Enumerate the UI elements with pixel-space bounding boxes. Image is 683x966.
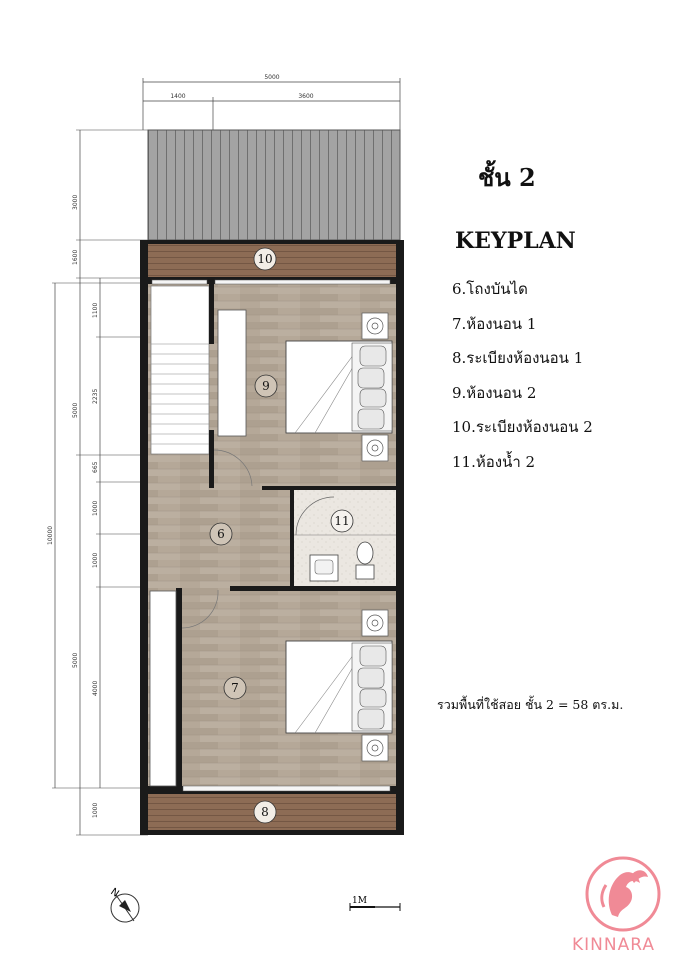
dim-left-1000-a: 1000	[92, 500, 99, 516]
svg-text:1M: 1M	[352, 896, 367, 906]
bathroom-11	[294, 490, 396, 586]
dim-left-4000: 4000	[92, 680, 99, 696]
legend-item: 10.ระเบียงห้องนอน 2	[452, 418, 593, 436]
dim-top-total: 5000	[264, 74, 280, 81]
kinnara-logo-icon	[584, 855, 662, 933]
floor-title: ชั้น 2	[478, 163, 536, 192]
dim-outer-5000-bottom: 5000	[72, 652, 79, 668]
dim-left-2235: 2235	[92, 388, 99, 404]
north-arrow-icon	[108, 886, 139, 922]
room-marker-9	[255, 375, 277, 397]
wardrobe-9	[218, 310, 246, 436]
dim-top-left: 1400	[170, 93, 186, 100]
scale-bar	[350, 896, 400, 911]
svg-text:8: 8	[261, 805, 269, 819]
svg-text:10: 10	[257, 252, 273, 266]
dim-left-1100: 1100	[92, 302, 99, 318]
room-marker-6	[210, 523, 232, 545]
dim-outer-10000: 10000	[47, 525, 54, 545]
dim-outer-5000-top: 5000	[72, 402, 79, 418]
room-legend	[452, 272, 593, 479]
staircase	[151, 286, 209, 454]
legend-item: 6.โถงบันได	[452, 280, 528, 298]
svg-text:11: 11	[334, 514, 350, 528]
legend-item: 11.ห้องน้ำ 2	[452, 452, 536, 471]
usable-area-note: รวมพื้นที่ใช้สอย ชั้น 2 = 58 ตร.ม.	[437, 697, 624, 712]
dim-left-1000-c: 1000	[92, 802, 99, 818]
dim-left-665: 665	[92, 461, 99, 473]
room-marker-7	[224, 677, 246, 699]
legend-item: 8.ระเบียงห้องนอน 1	[452, 349, 584, 367]
room-marker-11	[331, 510, 353, 532]
room-marker-8	[254, 801, 276, 823]
legend-item: 7.ห้องนอน 1	[452, 314, 537, 333]
dim-left-3000: 3000	[72, 194, 79, 210]
svg-text:6: 6	[217, 527, 225, 541]
svg-text:7: 7	[231, 681, 239, 695]
dim-top-right: 3600	[298, 93, 314, 100]
dim-left-1000-b: 1000	[92, 552, 99, 568]
wardrobe-7	[150, 591, 176, 786]
svg-text:9: 9	[262, 379, 270, 393]
keyplan-title: KEYPLAN	[455, 228, 576, 254]
legend-item: 9.ห้องนอน 2	[452, 383, 537, 402]
roof	[148, 130, 400, 240]
north-label: N	[108, 886, 121, 900]
room-marker-10	[254, 248, 276, 270]
brand-name: KINNARA	[572, 935, 655, 955]
dim-left-1600: 1600	[72, 249, 79, 265]
